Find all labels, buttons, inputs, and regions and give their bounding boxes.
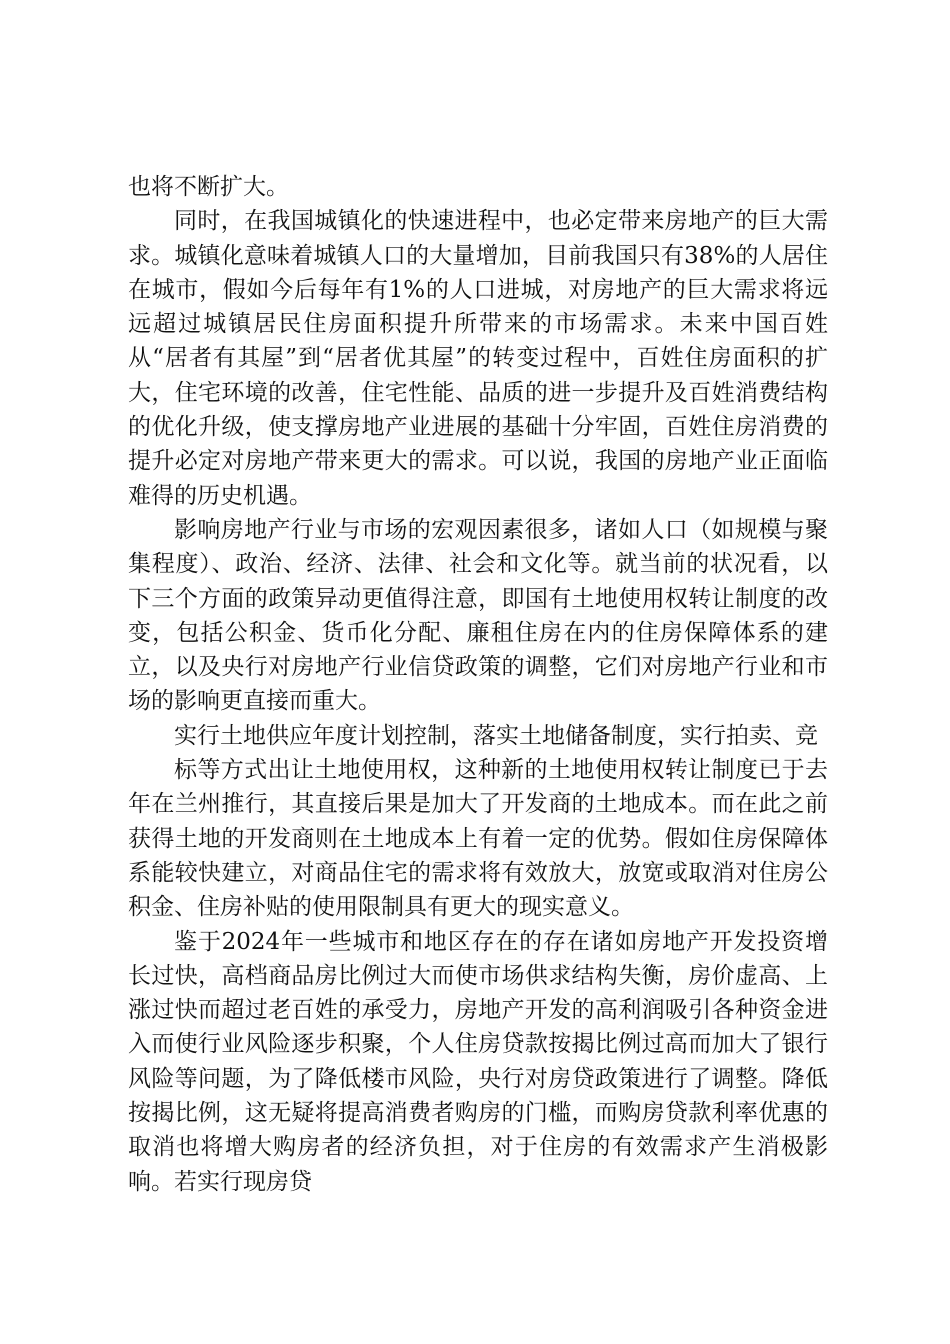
paragraph: 鉴于2024年一些城市和地区存在的存在诸如房地产开发投资增长过快，高档商品房比例过大而使市场供求结构失衡，房价虚高、上涨过快而超过老百姓的承受力，房地产开发的高利润吸引各种资金进入而使行业风险逐步积聚，个人住房贷款按揭比例过高而加大了银行风险等问题，为了降低楼市风险，央行对房贷政策进行了调整。降低按揭比例，这无疑将提高消费者购房的门槛，而购房贷款利率优惠的取消也将增大购房者的经济负担，对于住房的有效需求产生消极影响。若实行现房贷 xyxy=(128,928,828,1195)
paragraph: 影响房地产行业与市场的宏观因素很多，诸如人口（如规模与聚集程度）、政治、经济、法律、社会和文化等。就当前的状况看，以下三个方面的政策异动更值得注意，即国有土地使用权转让制度的改变，包括公积金、货币化分配、廉租住房在内的住房保障体系的建立，以及央行对房地产行业信贷政策的调整，它们对房地产行业和市场的影响更直接而重大。 xyxy=(128,516,828,715)
paragraph: 同时，在我国城镇化的快速进程中，也必定带来房地产的巨大需求。城镇化意味着城镇人口的大量增加，目前我国只有38%的人居住在城市，假如今后每年有1%的人口进城，对房地产的巨大需求将远远超过城镇居民住房面积提升所带来的市场需求。未来中国百姓从“居者有其屋”到“居者优其屋”的转变过程中，百姓住房面积的扩大，住宅环境的改善，住宅性能、品质的进一步提升及百姓消费结构的优化升级，使支撑房地产业进展的基础十分牢固，百姓住房消费的提升必定对房地产带来更大的需求。可以说，我国的房地产业正面临难得的历史机遇。 xyxy=(128,208,828,509)
paragraph: 也将不断扩大。 xyxy=(128,174,289,200)
paragraph: 标等方式出让土地使用权，这种新的土地使用权转让制度已于去年在兰州推行，其直接后果是加大了开发商的土地成本。而在此之前获得土地的开发商则在土地成本上有着一定的优势。假如住房保障体系能较快建立，对商品住宅的需求将有效放大，放宽或取消对住房公积金、住房补贴的使用限制具有更大的现实意义。 xyxy=(128,757,828,921)
paragraph: 实行土地供应年度计划控制，落实土地储备制度，实行拍卖、竞 xyxy=(174,722,818,749)
document-body xyxy=(128,170,828,1199)
